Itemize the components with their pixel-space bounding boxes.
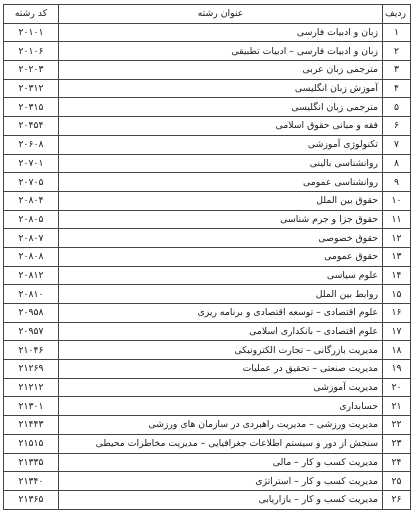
table-row: [4, 472, 411, 491]
table-row: [4, 154, 411, 173]
row-title: حقوق خصوصی: [59, 229, 383, 248]
table-row: [4, 210, 411, 229]
row-index: ۴: [383, 79, 411, 98]
row-title: مدیریت ورزشی – مدیریت راهبردی در سازمان های ورزشی: [59, 416, 383, 435]
table-row: [4, 247, 411, 266]
row-code: ۲۰۹۵۷: [4, 322, 59, 341]
row-title: روابط بین الملل: [59, 285, 383, 304]
table-row: [4, 266, 411, 285]
row-index: ۱۹: [383, 360, 411, 379]
row-code: ۲۰۱۰۱: [4, 23, 59, 42]
table-row: [4, 23, 411, 42]
row-index: ۱۰: [383, 191, 411, 210]
row-code: ۲۰۶۰۸: [4, 135, 59, 154]
row-code: ۲۰۸۰۸: [4, 247, 59, 266]
row-index: ۶: [383, 117, 411, 136]
row-index: ۱۶: [383, 304, 411, 323]
row-title: روانشناسی بالینی: [59, 154, 383, 173]
row-index: ۱۸: [383, 341, 411, 360]
row-code: ۲۰۳۱۵: [4, 98, 59, 117]
table-row: [4, 304, 411, 323]
table-row: [4, 416, 411, 435]
row-title: مترجمی زبان عربی: [59, 61, 383, 80]
row-index: ۵: [383, 98, 411, 117]
row-code: ۲۱۳۳۵: [4, 453, 59, 472]
row-title: مدیریت کسب و کار – مالی: [59, 453, 383, 472]
table-row: [4, 397, 411, 416]
row-title: علوم اقتصادی – توسعه اقتصادی و برنامه ریزی: [59, 304, 383, 323]
row-index: ۲۴: [383, 453, 411, 472]
row-title: تکنولوژی آموزشی: [59, 135, 383, 154]
row-code: ۲۱۴۴۳: [4, 416, 59, 435]
row-title: فقه و مبانی حقوق اسلامی: [59, 117, 383, 136]
row-title: حسابداری: [59, 397, 383, 416]
table-row: [4, 42, 411, 61]
row-title: مدیریت بازرگانی – تجارت الکترونیکی: [59, 341, 383, 360]
row-index: ۲۵: [383, 472, 411, 491]
table-row: [4, 173, 411, 192]
row-title: مدیریت صنعتی – تحقیق در عملیات: [59, 360, 383, 379]
row-code: ۲۰۸۰۵: [4, 210, 59, 229]
row-title: زبان و ادبیات فارسی – ادبیات تطبیقی: [59, 42, 383, 61]
row-index: ۱۲: [383, 229, 411, 248]
row-code: ۲۰۳۱۲: [4, 79, 59, 98]
row-index: ۱۵: [383, 285, 411, 304]
table-row: [4, 191, 411, 210]
row-title: حقوق عمومی: [59, 247, 383, 266]
table-row: [4, 490, 411, 509]
row-code: ۲۰۸۱۰: [4, 285, 59, 304]
header-code: کد رشته: [4, 5, 59, 24]
row-code: ۲۱۳۶۵: [4, 490, 59, 509]
row-index: ۲۰: [383, 378, 411, 397]
row-code: ۲۰۷۰۱: [4, 154, 59, 173]
row-title: مدیریت آموزشی: [59, 378, 383, 397]
row-index: ۸: [383, 154, 411, 173]
row-title: حقوق جزا و جرم شناسی: [59, 210, 383, 229]
row-title: مدیریت کسب و کار – استراتژی: [59, 472, 383, 491]
row-code: ۲۰۸۱۲: [4, 266, 59, 285]
row-title: روانشناسی عمومی: [59, 173, 383, 192]
row-code: ۲۰۹۵۸: [4, 304, 59, 323]
table-row: [4, 434, 411, 453]
row-index: ۱۱: [383, 210, 411, 229]
row-index: ۲: [383, 42, 411, 61]
table-row: [4, 341, 411, 360]
row-index: ۳: [383, 61, 411, 80]
row-index: ۲۳: [383, 434, 411, 453]
row-index: ۱۳: [383, 247, 411, 266]
row-title: سنجش از دور و سیستم اطلاعات جغرافیایی – مدیریت مخاطرات محیطی: [59, 434, 383, 453]
row-code: ۲۰۸۰۴: [4, 191, 59, 210]
table-row: [4, 322, 411, 341]
table-row: [4, 229, 411, 248]
row-code: ۲۰۸۰۷: [4, 229, 59, 248]
table-row: [4, 61, 411, 80]
row-index: ۱۷: [383, 322, 411, 341]
row-title: آموزش زبان انگلیسی: [59, 79, 383, 98]
document-page: [4, 4, 411, 510]
row-title: علوم سیاسی: [59, 266, 383, 285]
row-code: ۲۱۳۰۱: [4, 397, 59, 416]
row-code: ۲۱۲۶۹: [4, 360, 59, 379]
row-code: ۲۱۵۱۵: [4, 434, 59, 453]
row-index: ۲۲: [383, 416, 411, 435]
row-code: ۲۰۴۵۴: [4, 117, 59, 136]
row-title: زبان و ادبیات فارسی: [59, 23, 383, 42]
row-code: ۲۰۷۰۵: [4, 173, 59, 192]
majors-table: [3, 4, 411, 510]
row-title: حقوق بین الملل: [59, 191, 383, 210]
row-index: ۲۶: [383, 490, 411, 509]
table-row: [4, 117, 411, 136]
row-index: ۲۱: [383, 397, 411, 416]
table-row: [4, 285, 411, 304]
row-title: علوم اقتصادی – بانکداری اسلامی: [59, 322, 383, 341]
row-title: مدیریت کسب و کار – بازاریابی: [59, 490, 383, 509]
table-row: [4, 378, 411, 397]
row-code: ۲۱۳۴۰: [4, 472, 59, 491]
row-index: ۹: [383, 173, 411, 192]
row-title: مترجمی زبان انگلیسی: [59, 98, 383, 117]
table-header-row: [4, 5, 411, 24]
row-index: ۱۴: [383, 266, 411, 285]
header-title: عنوان رشته: [59, 5, 383, 24]
table-row: [4, 79, 411, 98]
row-code: ۲۱۰۴۶: [4, 341, 59, 360]
row-code: ۲۱۲۱۲: [4, 378, 59, 397]
table-row: [4, 360, 411, 379]
row-index: ۷: [383, 135, 411, 154]
row-code: ۲۰۱۰۶: [4, 42, 59, 61]
row-index: ۱: [383, 23, 411, 42]
row-code: ۲۰۲۰۳: [4, 61, 59, 80]
table-row: [4, 98, 411, 117]
table-row: [4, 135, 411, 154]
table-row: [4, 453, 411, 472]
header-index: ردیف: [383, 5, 411, 24]
